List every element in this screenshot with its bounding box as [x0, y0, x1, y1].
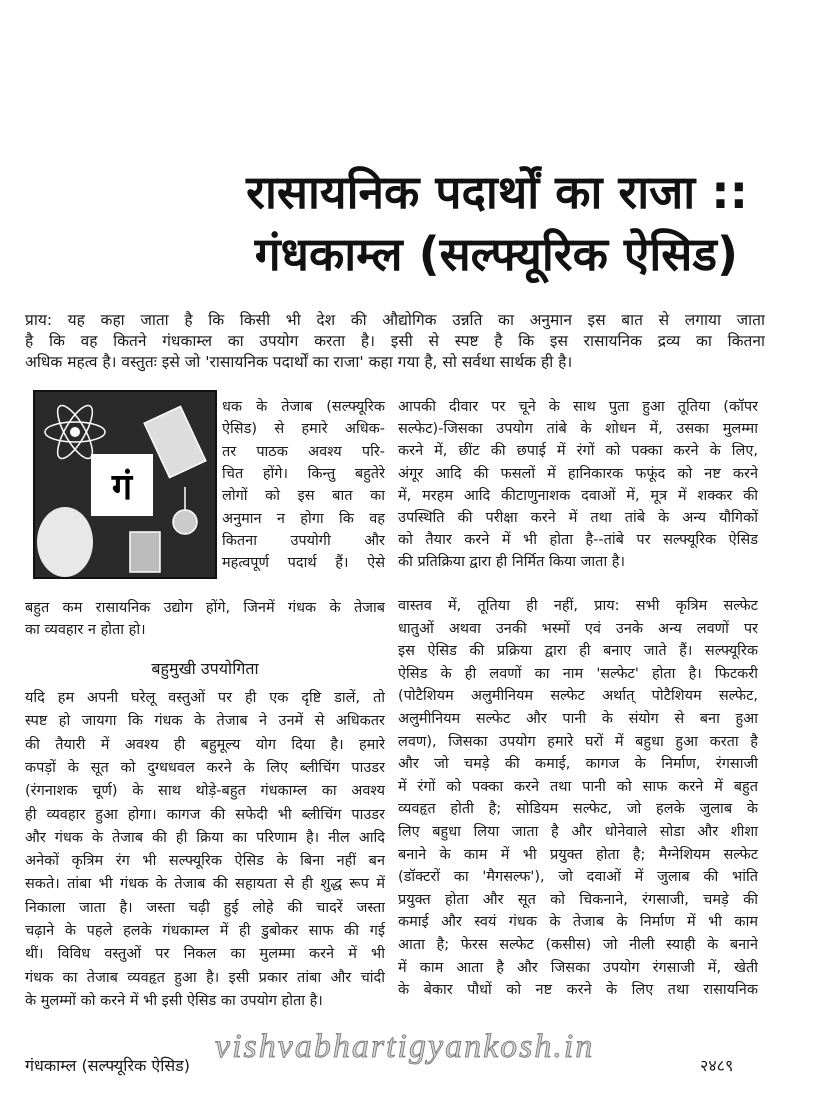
watermark: vishvabhartigyankosh.in: [215, 1028, 595, 1065]
text-line: की तैयारी में अवश्य ही बहुमूल्य योग दिया है। हमारे: [25, 736, 385, 753]
text-line: अनुमान न होगा कि वह: [222, 510, 385, 527]
text-line: उपस्थिति की परीक्षा करने में तथा तांबे के अन्य यौगिकों: [398, 510, 758, 526]
text-line: (रंगनाशक चूर्ण) के साथ थोड़े-बहुत गंधकाम्ल का अवश्य: [25, 783, 385, 800]
text-line: कपड़ों के सूत को दुग्धधवल करने के लिए ब्लीचिंग पाउडर: [25, 759, 385, 776]
text-line: करने में, छींट की छपाई में रंगों को पक्का करने के लिए,: [398, 443, 758, 460]
text-line: के मुलम्मों को करने में भी इसी ऐसिड का उपयोग होता है।: [25, 992, 323, 1009]
text-line: में काम आता है और जिसका उपयोग रंगसाजी में, खेती: [398, 959, 758, 976]
text-line: निकाला जाता है। जस्ता चढ़ी हुई लोहे की चादरें जस्ता: [25, 899, 385, 916]
text-line: वास्तव में, तूतिया ही नहीं, प्राय: सभी कृत्रिम सल्फेट: [398, 598, 758, 614]
text-line: अधिक महत्व है। वस्तुतः इसे जो 'रासायनिक पदार्थों का राजा' कहा गया है, सो सर्वथा सार्थक ही है।: [25, 353, 573, 371]
text-line: का व्यवहार न होता हो।: [25, 622, 146, 638]
text-line: महत्वपूर्ण पदार्थ हैं। ऐसे: [222, 555, 385, 572]
text-line: सकते। तांबा भी गंधक के तेजाब की सहायता से ही शुद्ध रूप में: [25, 876, 385, 893]
text-line: ऐसिड के ही लवणों का नाम 'सल्फेट' होता है। फिटकरी: [398, 665, 758, 682]
text-line: चढ़ाने के पहले हलके गंधकाम्ल में ही डुबोकर साफ की गई: [25, 923, 385, 939]
text-line: चित होंगे। किन्तु बहुतेरे: [222, 465, 385, 482]
text-line: के बेकार पौधों को नष्ट करने के लिए तथा रासायनिक: [398, 982, 758, 999]
text-line: की प्रतिक्रिया द्वारा ही निर्मित किया जाता है।: [398, 554, 625, 571]
article-title-line1: रासायनिक पदार्थों का राजा ::: [246, 165, 748, 219]
text-line: और जो चमड़े की कमाई, कागज के निर्माण, रंगसाजी: [398, 756, 758, 773]
section-heading: बहुमुखी उपयोगिता: [151, 659, 259, 678]
text-line: व्यवहृत होती है; सोडियम सल्फेट, जो हलके जुलाब के: [398, 801, 758, 818]
text-line: ऐसिड) से हमारे अधिक-: [222, 421, 385, 438]
text-line: अलुमीनियम सल्फेट और पानी के संयोग से बना हुआ: [398, 711, 758, 727]
text-line: लिए बहुधा लिया जाता है और धोनेवाले सोडा और शीशा: [398, 824, 758, 840]
text-line: स्पष्ट हो जायगा कि गंधक के तेजाब ने उनमें से अधिकतर: [25, 713, 385, 730]
text-line: धक के तेजाब (सल्फ्यूरिक: [222, 399, 385, 415]
drop-cap-letter: गं: [91, 454, 153, 516]
text-line: तर पाठक अवश्य परि-: [222, 443, 385, 460]
text-line: आता है; फेरस सल्फेट (कसीस) जो नीली स्याही के बनाने: [398, 937, 758, 953]
text-line: अंगूर आदि की फसलों में हानिकारक फफूंद को नष्ट करने: [398, 465, 758, 482]
page-number: २४८९: [700, 1056, 734, 1075]
text-line: (डॉक्टरों का 'मैगसल्फ'), जो दवाओं में जुलाब की भांति: [398, 869, 758, 886]
text-line: लवण), जिसका उपयोग हमारे घरों में बहुधा हुआ करता है: [398, 733, 758, 750]
text-line: है कि वह कितने गंधकाम्ल का उपयोग करता है। इसी से स्पष्ट है कि इस रासायनिक द्रव्य का कितना: [25, 332, 765, 350]
text-line: धातुओं अथवा उनकी भस्मों एवं उनके अन्य लवणों पर: [398, 620, 758, 637]
text-line: बनाने के काम में भी प्रयुक्त होता है; मैग्नेशियम सल्फेट: [398, 846, 758, 863]
text-line: (पोटैशियम अलुमीनियम सल्फेट अर्थात् पोटैशियम सल्फेट,: [398, 688, 758, 705]
text-line: सल्फेट)-जिसका उपयोग तांबे के शोधन में, उसका मुलम्मा: [398, 421, 758, 438]
text-line: प्रयुक्त होता और सूत को चिकनाने, रंगसाजी, चमड़े की: [398, 891, 758, 908]
text-line: में, मरहम आदि कीटाणुनाशक दवाओं में, मूत्र में शक्कर की: [398, 487, 758, 504]
text-line: ही व्यवहार हुआ होगा। कागज की सफेदी भी ब्लीचिंग पाउडर: [25, 806, 385, 823]
running-footer-title: गंधकाम्ल (सल्फ्यूरिक ऐसिड): [25, 1056, 190, 1075]
text-line: और गंधक के तेजाब की ही क्रिया का परिणाम है। नील आदि: [25, 829, 385, 846]
text-line: में रंगों को पक्का करने तथा पानी को साफ करने में बहुत: [398, 778, 758, 795]
text-line: प्राय: यह कहा जाता है कि किसी भी देश की औद्योगिक उन्नति का अनुमान इस बात से लगाया जाता: [25, 311, 765, 329]
text-line: अनेकों कृत्रिम रंग भी सल्फ्यूरिक ऐसिड के बिना नहीं बन: [25, 853, 385, 870]
illustration-figure: [33, 390, 217, 579]
text-line: थीं। विविध वस्तुओं पर निकल का मुलम्मा करने में भी: [25, 946, 385, 963]
text-line: कमाई और स्वयं गंधक के तेजाब के निर्माण में भी काम: [398, 914, 758, 931]
text-line: आपकी दीवार पर चूने के साथ पुता हुआ तूतिया (कॉपर: [398, 399, 758, 415]
text-line: कितना उपयोगी और: [222, 532, 385, 549]
text-line: लोगों को इस बात का: [222, 488, 385, 505]
text-line: को तैयार करने में भी होता है--तांबे पर सल्फ्यूरिक ऐसिड: [398, 532, 758, 549]
text-line: इस ऐसिड की प्रक्रिया द्वारा ही बनाए जाते हैं। सल्फ्यूरिक: [398, 643, 758, 660]
text-line: बहुत कम रासायनिक उद्योग होंगे, जिनमें गंधक के तेजाब: [25, 600, 385, 616]
text-line: गंधक का तेजाब व्यवहृत हुआ है। इसी प्रकार तांबा और चांदी: [25, 969, 385, 986]
text-line: यदि हम अपनी घरेलू वस्तुओं पर ही एक दृष्टि डालें, तो: [25, 690, 385, 706]
article-title-line2: गंधकाम्ल (सल्फ्यूरिक ऐसिड): [254, 227, 738, 281]
